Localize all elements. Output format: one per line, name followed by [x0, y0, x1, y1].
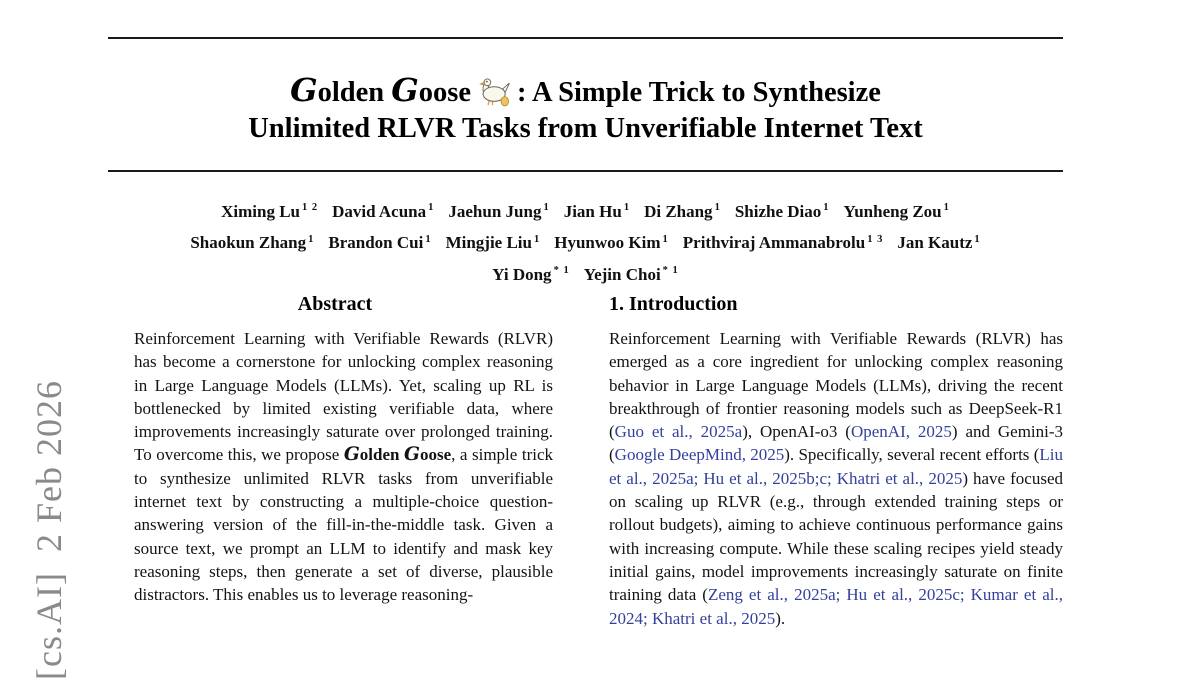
text-segment: Reinforcement Learning with Verifiable Rewards (RLVR) has emerged as a core ingredient for unlocking complex reasoning behavior in Large Language Models (LLMs), driving the recent breakthrough of frontier reasoning models such as DeepSeek-R1 ( — [609, 329, 1063, 442]
citation-link[interactable]: Liu et al., 2025a; Hu et al., 2025b;c; Khatri et al., 2025 — [609, 445, 1063, 488]
citation-link[interactable]: OpenAI, 2025 — [850, 422, 952, 442]
paper-title — [108, 72, 1063, 147]
author-name: Ximing Lu $^{1 2}$ — [221, 201, 319, 221]
author-affiliation-sup: * 1 — [662, 265, 679, 277]
author-affiliation-sup: 1 2 — [302, 202, 319, 213]
author-name: Jian Hu $^1$ — [563, 201, 631, 221]
introduction-heading: 1. Introduction — [609, 293, 738, 315]
citation-link[interactable]: Google DeepMind, 2025 — [614, 445, 785, 465]
author-row — [108, 226, 1063, 258]
title-line-2: Unlimited RLVR Tasks from Unverifiable Internet Text — [248, 113, 923, 144]
top-rule — [108, 37, 1063, 39]
left-column — [108, 293, 562, 648]
author-affiliation-sup: * 1 — [553, 265, 570, 277]
author-affiliation-sup: 1 — [308, 233, 315, 245]
title-line-1-rest: : A Simple Trick to Synthesize — [516, 77, 881, 108]
text-segment: ). Specifically, several recent efforts ( — [784, 445, 1040, 465]
author-affiliation-sup: 1 — [974, 233, 981, 245]
author-name: Di Zhang $^1$ — [644, 201, 721, 221]
introduction-text — [609, 327, 1063, 630]
text-segment: G — [290, 71, 318, 109]
author-affiliation-sup: 1 — [533, 233, 541, 245]
arxiv-sidebar-label: [cs.AI] 2 Feb 2026 — [29, 380, 69, 680]
text-segment: oose — [419, 445, 452, 465]
title-bottom-rule — [108, 170, 1063, 172]
title-line-1 — [108, 72, 1063, 111]
author-name: Jaehun Jung $^1$ — [448, 201, 550, 221]
author-name: David Acuna $^1$ — [332, 201, 435, 221]
text-segment: ). — [775, 608, 786, 628]
citation-link[interactable]: Guo et al., 2025a — [614, 422, 743, 442]
text-segment: oose — [418, 77, 471, 108]
text-segment: G — [404, 443, 420, 466]
author-name: Shizhe Diao $^1$ — [734, 201, 830, 221]
author-name: Yi Dong $^{* 1}$ — [492, 264, 570, 284]
author-affiliation-sup: 1 — [425, 233, 432, 245]
author-name: Yunheng Zou $^1$ — [843, 201, 950, 221]
author-affiliation-sup: 1 — [943, 202, 950, 213]
text-segment: olden — [359, 445, 404, 465]
author-name: Hyunwoo Kim $^1$ — [554, 233, 669, 253]
text-segment: ) have focused on scaling up RLVR (e.g., through extended training steps or rollout budgets), aiming to achieve continuous performance gains with increasing compute. While these scaling recipes yield steady initial gains, model improvements increasingly saturate on finite training data ( — [609, 468, 1063, 605]
author-affiliation-sup: 1 — [623, 202, 631, 213]
author-name: Mingjie Liu $^1$ — [445, 233, 541, 253]
author-name: Yejin Choi $^{* 1}$ — [583, 264, 679, 284]
author-affiliation-sup: 1 — [543, 202, 550, 213]
text-segment: Reinforcement Learning with Verifiable Rewards (RLVR) has become a cornerstone for unlocking complex reasoning in Large Language Models (LLMs). Yet, scaling up RL is bottlenecked by limited existing verifiable data, where improvements increasingly saturate over prolonged training. To overcome this, we propose — [134, 329, 553, 465]
author-affiliation-sup: 1 3 — [867, 233, 884, 245]
abstract-heading: Abstract — [297, 293, 373, 315]
author-name: Jan Kautz $^1$ — [897, 233, 981, 253]
goose-with-golden-egg-icon — [478, 76, 512, 107]
author-row — [108, 194, 1063, 226]
text-segment: ) and Gemini-3 ( — [609, 422, 1064, 465]
author-name: Brandon Cui $^1$ — [328, 233, 432, 253]
text-segment: , a simple trick to synthesize unlimited RLVR tasks from unverifiable internet text by constructing a multiple-choice question-answering version of the fill-in-the-middle task. Given a source text, we prompt an LLM to identify and mask key reasoning steps, then generate a set of diverse, plausible distractors. This enables us to leverage reasoning- — [134, 445, 553, 605]
author-row — [108, 257, 1063, 289]
author-affiliation-sup: 1 — [662, 233, 669, 245]
text-segment: ), OpenAI-o3 ( — [742, 422, 851, 442]
author-affiliation-sup: 1 — [714, 202, 721, 213]
authors-block — [108, 194, 1063, 289]
abstract-text — [108, 327, 562, 607]
two-column-body — [108, 293, 1063, 648]
author-affiliation-sup: 1 — [823, 202, 830, 213]
author-affiliation-sup: 1 — [428, 202, 435, 213]
text-segment: G — [391, 71, 419, 109]
text-segment: G — [343, 443, 360, 466]
title-golden-goose — [290, 71, 471, 109]
right-column — [609, 293, 1063, 648]
citation-link[interactable]: Zeng et al., 2025a; Hu et al., 2025c; Kumar et al., 2024; Khatri et al., 2025 — [609, 585, 1063, 628]
author-name: Shaokun Zhang $^1$ — [190, 233, 315, 253]
author-name: Prithviraj Ammanabrolu $^{1 3}$ — [682, 233, 884, 253]
text-segment: olden — [317, 77, 392, 108]
